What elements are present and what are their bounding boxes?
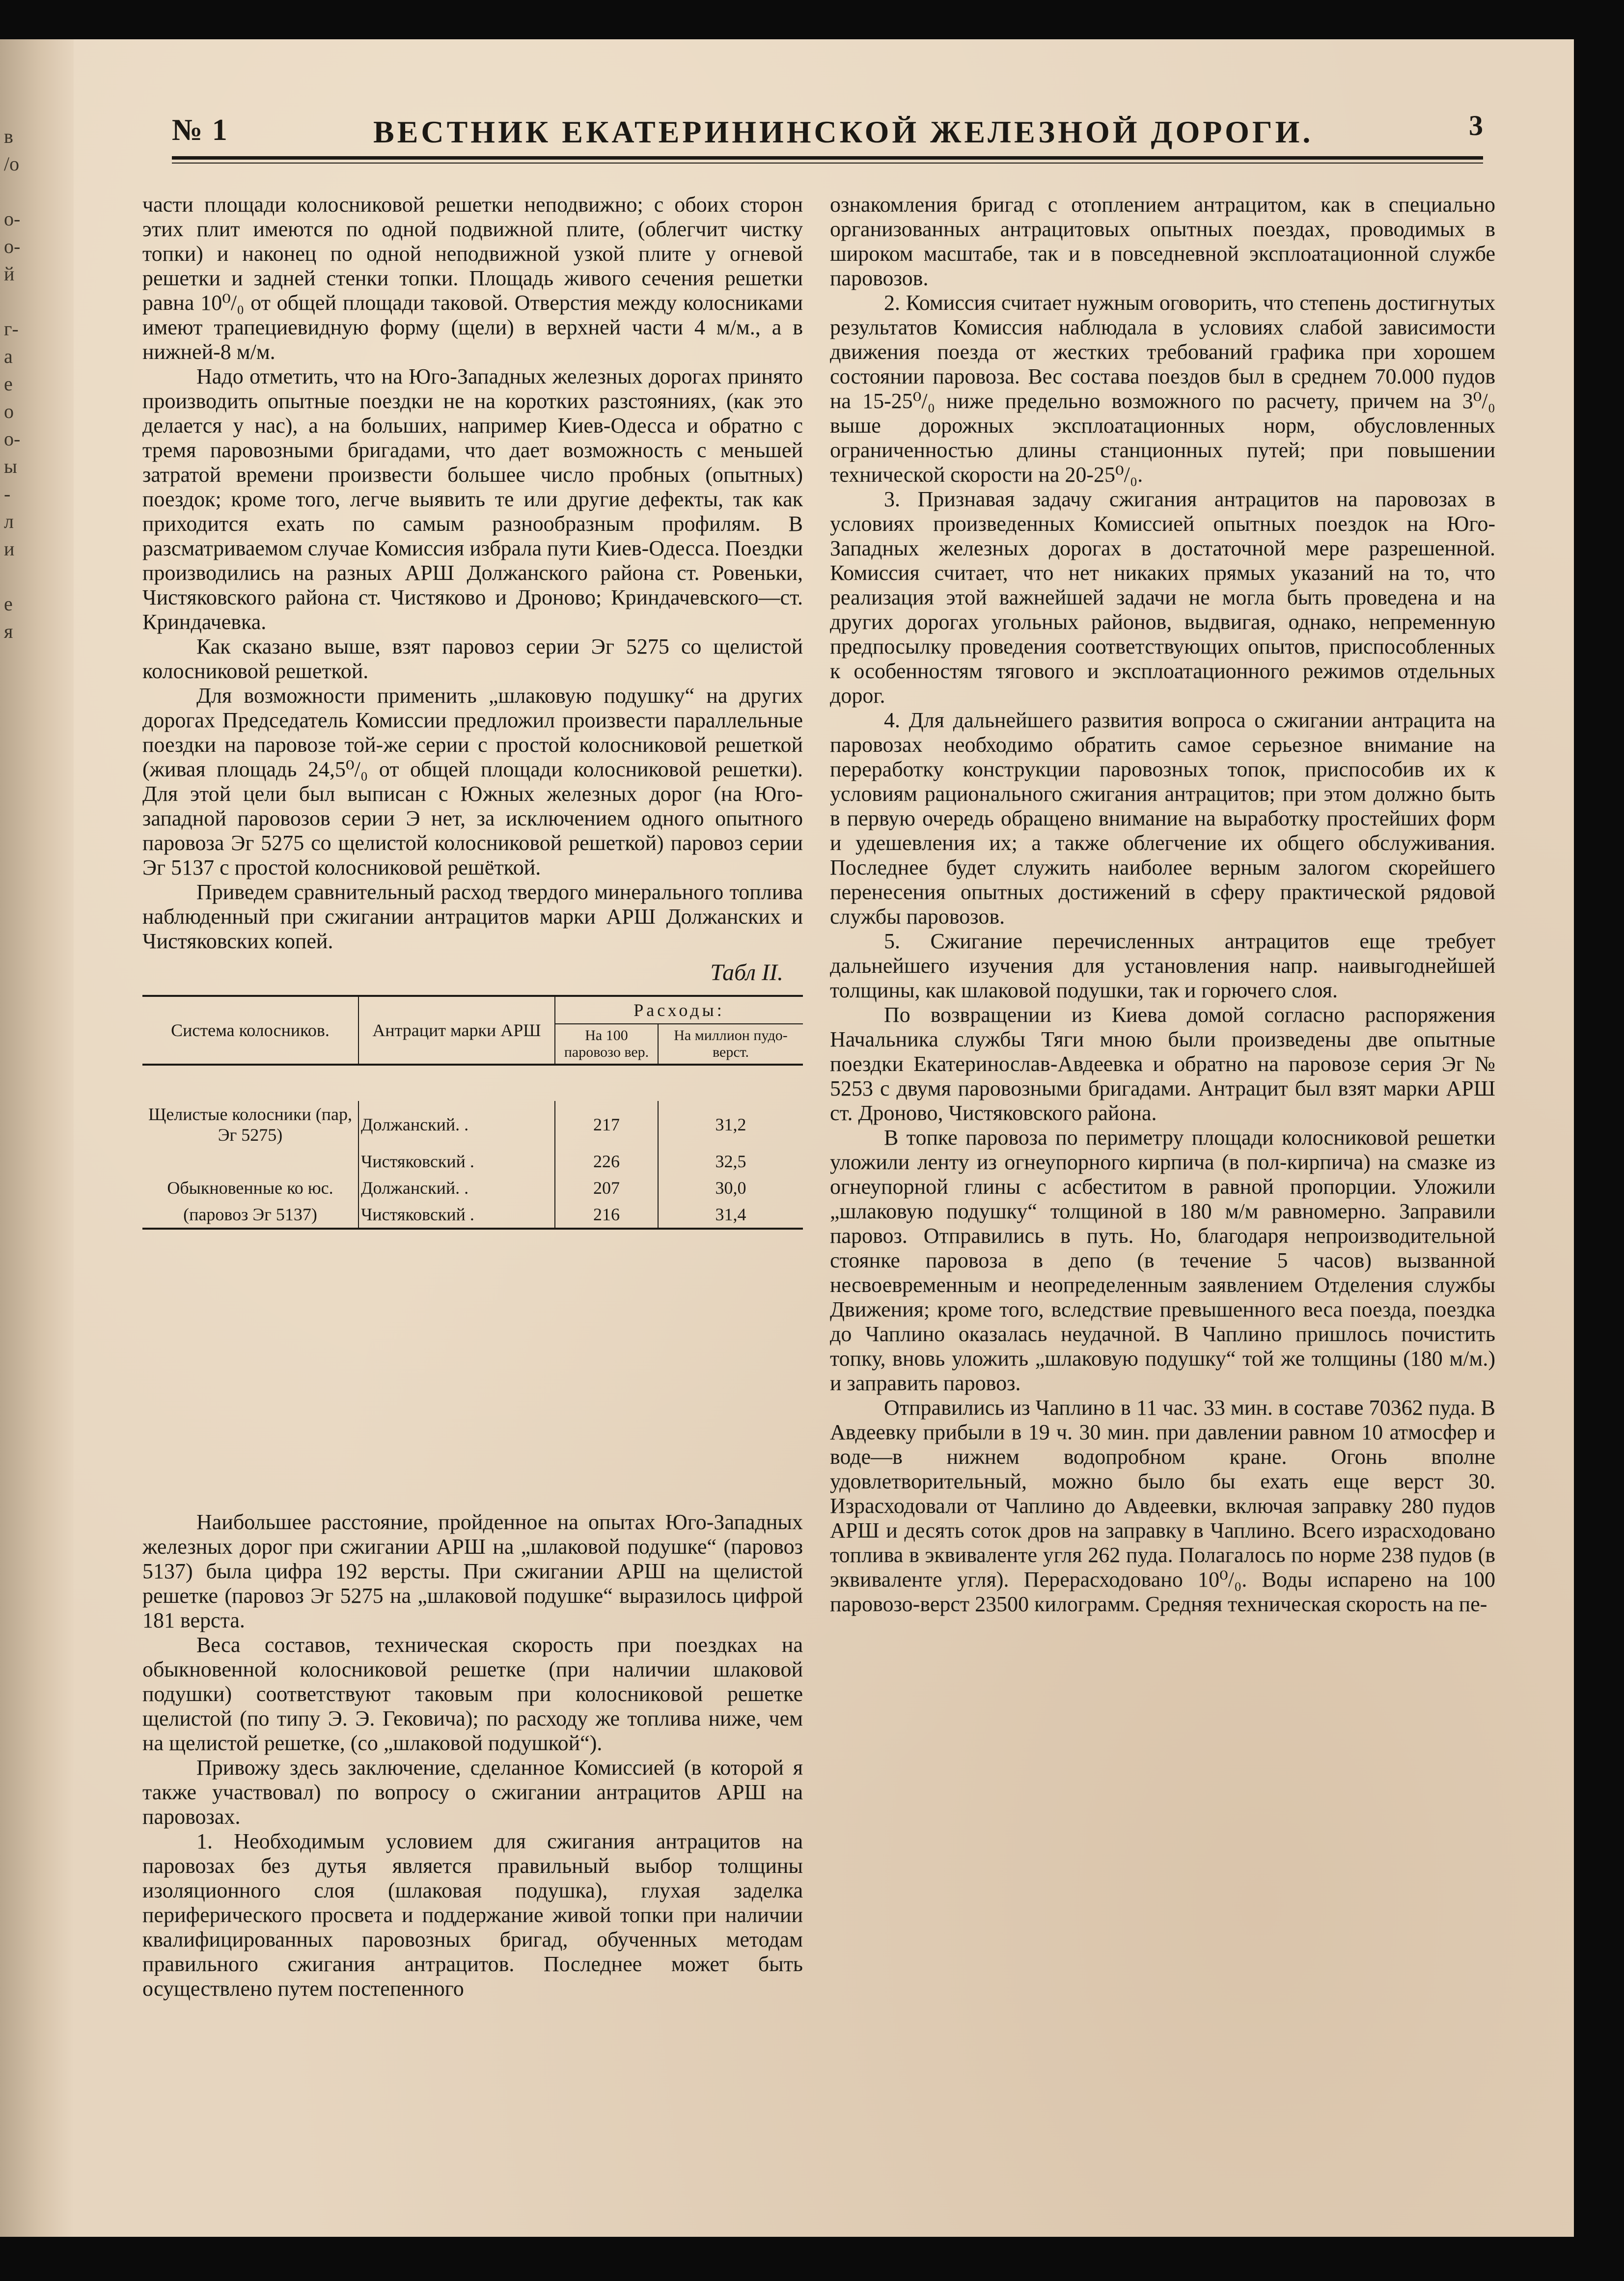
paragraph: 3. Признавая задачу сжигания антрацитов на паровозах в условиях произведенных Комиссией опытных поездок на Юго-Западных железных дорогах в достаточной мере разрешенной. Комиссия считает, что нет никаких прямых указаний на то, что реализация этой важнейшей задачи не могла быть проведена и на других дорогах угольных районов, выдвигая, однако, непременную предпосылку проведения соответствующих опытов, приспособленных к особенностям тягового и эксплоатационного режимов отдельных дорог. (830, 487, 1495, 708)
table-caption: Табл II. (710, 960, 783, 986)
paragraph: Приведем сравнительный расход твердого минерального топлива наблюденный при сжигании антрацитов марки АРШ Должанских и Чистяковских копей. (142, 880, 803, 953)
cell-brand: Чистяковский . (358, 1201, 555, 1229)
page-header (172, 83, 1483, 149)
paragraph: Привожу здесь заключение, сделанное Комиссией (в которой я также участвовал) по вопросу о сжигании антрацитов АРШ на паровозах. (142, 1756, 803, 1829)
paragraph: 1. Необходимым условием для сжигания антрацитов на паровозах без дутья является правильный выбор толщины изоляционного слоя (шлаковая подушка), глухая заделка периферического просвета и поддержание живой топки при наличии квалифицированных паровозных бригад, обученных методам правильного сжигания антрацитов. Последнее может быть осуществлено путем постепенного (142, 1829, 803, 2001)
previous-page-margin-text: в /о о- о- й г- а е о о- ы - л и е я (4, 125, 21, 642)
page-number: 3 (1469, 110, 1483, 141)
paragraph: 2. Комиссия считает нужным оговорить, что степень достигнутых результатов Комиссия наблюдала в условиях слабой зависимости движения поезда от жестких требований графика при хорошем состоянии паровоза. Вес состава поездов был в среднем 70.000 пудов на 15-25⁰/₀ ниже предельно возможного по расчету, причем на 3⁰/₀ выше дорожных эксплоатационных норм, обусловленных ограниченностью длины станционных путей; при повышении технической скорости на 20-25⁰/₀. (830, 291, 1495, 487)
cell-per-million: 32,5 (658, 1148, 803, 1175)
cell-system: Обыкновенные ко юс. (167, 1178, 333, 1198)
cell-per-million: 31,4 (658, 1201, 803, 1229)
journal-title: ВЕСТНИК ЕКАТЕРИНИНСКОЙ ЖЕЛЕЗНОЙ ДОРОГИ. (373, 114, 1314, 149)
cell-per-100: 226 (555, 1148, 658, 1175)
table-row (142, 1148, 803, 1175)
table-row (142, 1175, 803, 1201)
cell-per-million: 31,2 (658, 1101, 803, 1148)
cell-system: Щелистые колосники (пар, Эг 5275) (148, 1104, 352, 1145)
right-column (830, 192, 1495, 1617)
header-expenses: Расходы: (555, 996, 803, 1024)
table-row (142, 1201, 803, 1229)
paragraph: Надо отметить, что на Юго-Западных железных дорогах принято производить опытные поездки не на коротких разстояниях, (как это делается у нас), а на больших, например Киев-Одесса и обратно с тремя паровозными бригадами, что дает возможность с меньшей затратой времени произвести большее число пробных (опытных) поездок; кроме того, легче выявить те или другие дефекты, так как приходится ехать по самым разнообразным профилям. В разсматриваемом случае Комиссия избрала пути Киев-Одесса. Поездки производились на разных АРШ Должанского района ст. Ровеньки, Чистяковского района ст. Чистяково и Дроново; Криндачевского—ст. Криндачевка. (142, 364, 803, 634)
cell-system (142, 1148, 358, 1175)
issue-number: № 1 (172, 113, 228, 147)
paragraph: ознакомления бригад с отоплением антрацитом, как в специально организованных антрацитовых опытных поездах, проводимых в широком масштабе, так и в повседневной эксплоатационной службе паровозов. (830, 192, 1495, 290)
header-per-million: На миллион пудо-верст. (658, 1024, 803, 1065)
header-per-100: На 100 паровозо вер. (555, 1024, 658, 1065)
paragraph: Как сказано выше, взят паровоз серии Эг 5275 со щелистой колосниковой решеткой. (142, 634, 803, 683)
cell-per-100: 207 (555, 1175, 658, 1201)
paragraph: Наибольшее расстояние, пройденное на опытах Юго-Западных железных дорог при сжигании АРШ на „шлаковой подушке“ (паровоз 5137) была цифра 192 версты. При сжигании АРШ на щелистой решетке (паровоз Эг 5275 на „шлаковой подушке“ выразилось цифрой 181 верста. (142, 1510, 803, 1632)
paragraph: 5. Сжигание перечисленных антрацитов еще требует дальнейшего изучения для установления напр. наивыгоднейшей толщины, как шлаковой подушки, так и горючего слоя. (830, 929, 1495, 1002)
left-column-bottom (142, 1510, 803, 2001)
cell-system: (паровоз Эг 5137) (183, 1205, 317, 1224)
table-row (142, 1101, 803, 1148)
header-system: Система колосников. (142, 996, 358, 1065)
left-column-top (142, 192, 803, 1230)
paragraph: В топке паровоза по периметру площади колосниковой решетки уложили ленту из огнеупорного кирпича (в пол-кирпича) на смазке из огнеупорной глины с асбеститом в равной пропорции. Уложили „шлаковую подушку“ толщиной в 180 м/м равномерно. Заправили паровоз. Отправились в путь. Но, благодаря непроизводительной стоянке паровоза в депо (в течение 5 часов) вызванной несвоевременным и неопределенным заявлением Отделения службы Движения; кроме того, вследствие превышенного веса поезда, поездка до Чаплино оказалась неудачной. В Чаплино пришлось почистить топку, вновь уложить „шлаковую подушку“ той же толщины (180 м/м.) и заправить паровоз. (830, 1126, 1495, 1395)
paragraph: По возвращении из Киева домой согласно распоряжения Начальника службы Тяги мною были произведены две опытные поездки Екатеринослав-Авдеевка и обратно на паровозе серия Эг № 5253 с двумя паровозными бригадами. Антрацит был взят марки АРШ ст. Дроново, Чистяковского района. (830, 1003, 1495, 1125)
cell-brand: Должанский. . (358, 1175, 555, 1201)
paragraph: части площади колосниковой решетки неподвижно; с обоих сторон этих плит имеются по одной подвижной плите, (облегчит чистку топки) и наконец по одной неподвижной узкой плите у огневой решетки и задней стенки топки. Площадь живого сечения решетки равна 10⁰/₀ от общей площади таковой. Отверстия между колосниками имеют трапециевидную форму (щели) в верхней части 4 м/м., а в нижней-8 м/м. (142, 192, 803, 364)
cell-brand: Должанский. . (358, 1101, 555, 1148)
paragraph: Веса составов, техническая скорость при поездках на обыкновенной колосниковой решетке (при наличии шлаковой подушки) соответствуют таковым при колосниковой решетке щелистой (по типу Э. Э. Гековича); по расходу же топлива ниже, чем на щелистой решетке, (со „шлаковой подушкой“). (142, 1633, 803, 1755)
paragraph: 4. Для дальнейшего развития вопроса о сжигании антрацита на паровозах необходимо обратить самое серьезное внимание на переработку конструкции паровозных топок, приспособив их к условиям рационального сжигания антрацитов; при этом должно быть в первую очередь обращено внимание на выработку простейших форм и удешевления их; а также облегчение их общего обслуживания. Последнее будет служить наиболее верным залогом скорейшего перенесения опытных достижений в сферу практической рядовой службы паровозов. (830, 708, 1495, 929)
fuel-consumption-table (142, 995, 803, 1230)
header-brand: Антрацит марки АРШ (358, 996, 555, 1065)
cell-per-million: 30,0 (658, 1175, 803, 1201)
header-rule-thin (172, 163, 1483, 164)
cell-brand: Чистяковский . (358, 1148, 555, 1175)
paragraph: Для возможности применить „шлаковую подушку“ на других дорогах Председатель Комиссии предложил произвести параллельные поездки на паровозе той-же серии с простой колосниковой решеткой (живая площадь 24,5⁰/₀ от общей площади колосниковой решетки). Для этой цели был выписан с Южных железных дорог (на Юго-западной паровозов серии Э нет, за исключением одного опытного паровоза Эг 5275 со щелистой колосниковой решеткой) паровоз серии Эг 5137 с простой колосниковой решёткой. (142, 684, 803, 879)
paragraph: Отправились из Чаплино в 11 час. 33 мин. в составе 70362 пуда. В Авдеевку прибыли в 19 ч. 30 мин. при давлении равном 10 атмосфер и воде—в нижнем водопробном кране. Огонь вполне удовлетворительный, можно было бы ехать еще верст 30. Израсходовали от Чаплино до Авдеевки, включая заправку 280 пудов АРШ и десять соток дров на заправку в Чаплино. Всего израсходовано топлива в эквиваленте угля 262 пуда. Полагалось по норме 238 пудов (в эквиваленте угля). Перерасходовано 10⁰/₀. Воды испарено на 100 паровозо-верст 23500 килограмм. Средняя техническая скорость на пе- (830, 1396, 1495, 1616)
cell-per-100: 217 (555, 1101, 658, 1148)
cell-per-100: 216 (555, 1201, 658, 1229)
header-rule-thick (172, 156, 1483, 160)
